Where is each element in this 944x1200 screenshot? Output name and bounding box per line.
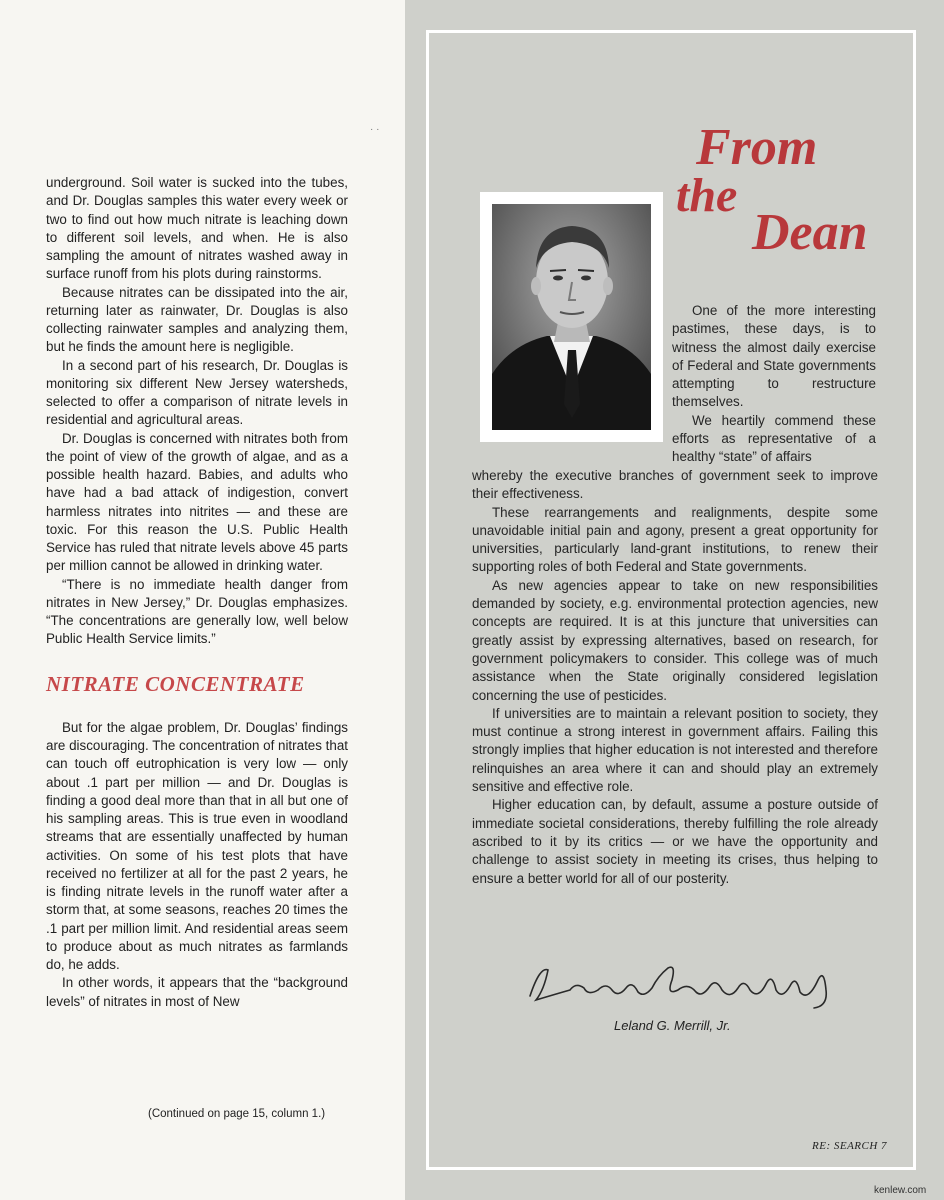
dean-lead: whereby the executive branches of government seek to improve their effectiveness. [472,468,878,502]
dean-paragraph: If universities are to maintain a relevant position to society, they must continue a strong interest in government affairs. Failing this strongly implies that higher education is not interested and therefore relinquishes an area where it can and should play an extremely sensitive and effective role. [472,705,878,795]
dean-portrait [480,192,663,442]
article-paragraph: In a second part of his research, Dr. Douglas is monitoring six different New Jersey watersheds, selected to offer a comparison of nitrate levels in residential and agricultural areas. [46,357,348,428]
title-from: From [696,119,818,176]
print-specks: · · [370,124,380,135]
dean-paragraph: These rearrangements and realignments, despite some unavoidable initial pain and agony, present a great opportunity for universities, particularly land-grant institutions, to renew their supporting roles of both Federal and State governments. [472,504,878,575]
article-paragraph: Because nitrates can be dissipated into the air, returning later as rainwater, Dr. Douglas is also collecting rainwater samples and analyzing them, but he finds the amount here is negligible. [46,284,348,355]
article-paragraph: “There is no immediate health danger from nitrates in New Jersey,” Dr. Douglas emphasizes. “The concentrations are generally low, well below Public Health Service limits.” [46,576,348,647]
signature-icon [526,960,846,1010]
page-folio: RE: SEARCH 7 [812,1140,888,1152]
continued-note: (Continued on page 15, column 1.) [148,1108,326,1120]
handwritten-signature [526,960,846,1015]
article-column [46,174,348,1011]
dean-body [472,467,878,888]
title-the: the [676,169,738,222]
dean-paragraph: One of the more interesting pastimes, these days, is to witness the almost daily exercise of Federal and State governments attempting to restructure themselves. [672,303,876,410]
watermark: kenlew.com [874,1185,927,1196]
dean-paragraph: Higher education can, by default, assume a posture outside of immediate societal considerations, thereby fulfilling the role already ascribed to it by its critics — or we have the opportunity and challenge to assist society in meeting its crises, thus helping to ensure a better world for all of our posterity. [472,797,878,886]
article-subheading: NITRATE CONCENTRATE [46,671,305,696]
portrait-image [492,204,651,430]
article-paragraph: Dr. Douglas is concerned with nitrates both from the point of view of the growth of algae, and as a possible health hazard. Babies, and adults who have had a bad attack of indigestion, convert harmless nitrates into nitrites — and these are toxic. For this reason the U.S. Public Health Service has ruled that nitrate levels above 45 parts per million cannot be allowed in drinking water. [46,430,348,574]
dean-paragraph: We heartily commend these efforts as representative of a healthy “state” of affairs [672,412,876,465]
dean-paragraph: As new agencies appear to take on new responsibilities demanded by society, e.g. environmental protection agencies, new concepts are required. It is at this juncture that universities can greatly assist by expressing alternatives, based on research, for government policymakers to consider. This college was of much assistance when the State originally considered legislation concerning the use of pesticides. [472,577,878,703]
signature-name: Leland G. Merrill, Jr. [614,1018,731,1033]
article-paragraph: But for the algae problem, Dr. Douglas’ findings are discouraging. The concentration of nitrates that can touch off eutrophication is very low — only about .1 part per million — and Dr. Douglas is finding a good deal more than that in all but one of his sampling areas. This is true even in woodland streams that are essentially unaffected by human activities. On some of his test plots that have received no fertilizer at all for the past 2 years, he is finding nitrate levels in the runoff water after a storm that, at some seasons, reaches 20 times the .1 part per million limit. And residential areas seem to produce about as much nitrates as farmlands do, he adds. [46,719,348,972]
portrait-illustration [492,204,651,430]
title-dean: Dean [752,204,868,261]
article-paragraph: underground. Soil water is sucked into the tubes, and Dr. Douglas samples this water every week or two to find out how much nitrate is leaching down to different soil levels, and when. He is also sampling the amount of nitrates washed away in surface runoff from his plots during rainstorms. [46,175,348,282]
article-paragraph: In other words, it appears that the “background levels” of nitrates in most of New [46,975,348,1009]
dean-intro [672,302,876,467]
